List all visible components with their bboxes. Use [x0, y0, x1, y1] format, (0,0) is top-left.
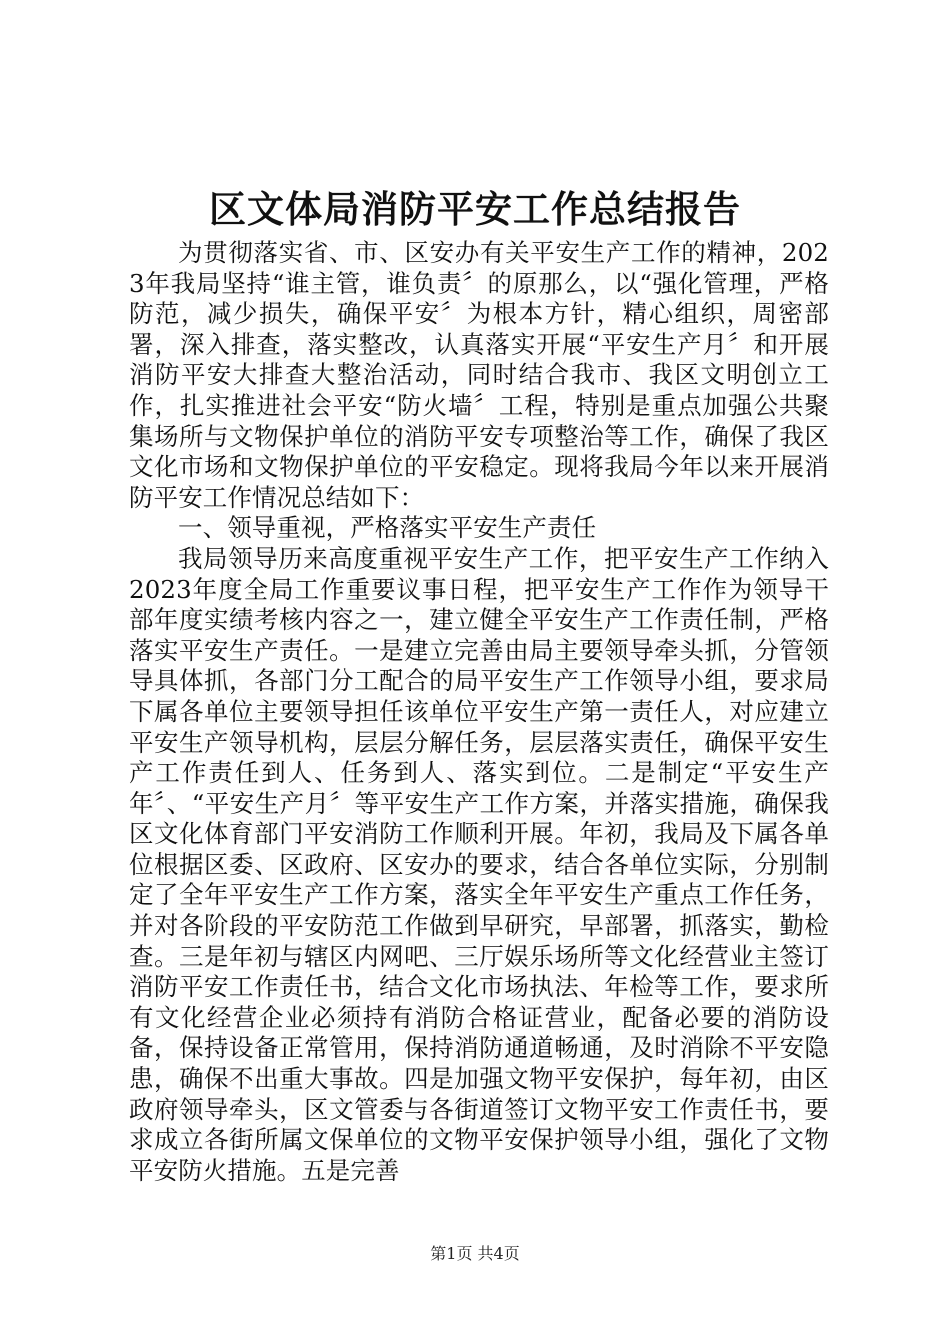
section-1-paragraph: 我局领导历来高度重视平安生产工作，把平安生产工作纳入2023年度全局工作重要议事日程，把平安生产工作作为领导干部年度实绩考核内容之一，建立健全平安生产工作责任制，严格落实平安生产责任。一是建立完善由局主要领导牵头抓，分管领导具体抓，各部门分工配合的局平安生产工作领导小组，要求局下属各单位主要领导担任该单位平安生产第一责任人，对应建立平安生产领导机构，层层分解任务，层层落实责任，确保平安生产工作责任到人、任务到人、落实到位。二是制定“平安生产年〞、“平安生产月〞等平安生产工作方案，并落实措施，确保我区文化体育部门平安消防工作顺利开展。年初，我局及下属各单位根据区委、区政府、区安办的要求，结合各单位实际，分别制定了全年平安生产工作方案，落实全年平安生产重点工作任务，并对各阶段的平安防范工作做到早研究，早部署，抓落实，勤检查。三是年初与辖区内网吧、三厅娱乐场所等文化经营业主签订消防平安工作责任书，结合文化市场执法、年检等工作，要求所有文化经营企业必须持有消防合格证营业，配备必要的消防设备，保持设备正常管用，保持消防通道畅通，及时消除不平安隐患，确保不出重大事故。四是加强文物平安保护，每年初，由区政府领导牵头，区文管委与各街道签订文物平安工作责任书，要求成立各街所属文保单位的文物平安保护领导小组，强化了文物平安防火措施。五是完善: [129, 543, 829, 1185]
document-title: 区文体局消防平安工作总结报告: [209, 187, 741, 231]
intro-paragraph: 为贯彻落实省、市、区安办有关平安生产工作的精神，2023年我局坚持“谁主管，谁负责〞的原那么，以“强化管理，严格防范，减少损失，确保平安〞为根本方针，精心组织，周密部署，深入排查，落实整改，认真落实开展“平安生产月〞和开展消防平安大排查大整治活动，同时结合我市、我区文明创立工作，扎实推进社会平安“防火墙〞工程，特别是重点加强公共聚集场所与文物保护单位的消防平安专项整治等工作，确保了我区文化市场和文物保护单位的平安稳定。现将我局今年以来开展消防平安工作情况总结如下：: [129, 238, 829, 512]
page-footer: 第1页 共4页: [430, 1244, 520, 1263]
section-heading-1: 一、领导重视，严格落实平安生产责任: [178, 513, 597, 543]
document-body: [129, 238, 829, 1186]
